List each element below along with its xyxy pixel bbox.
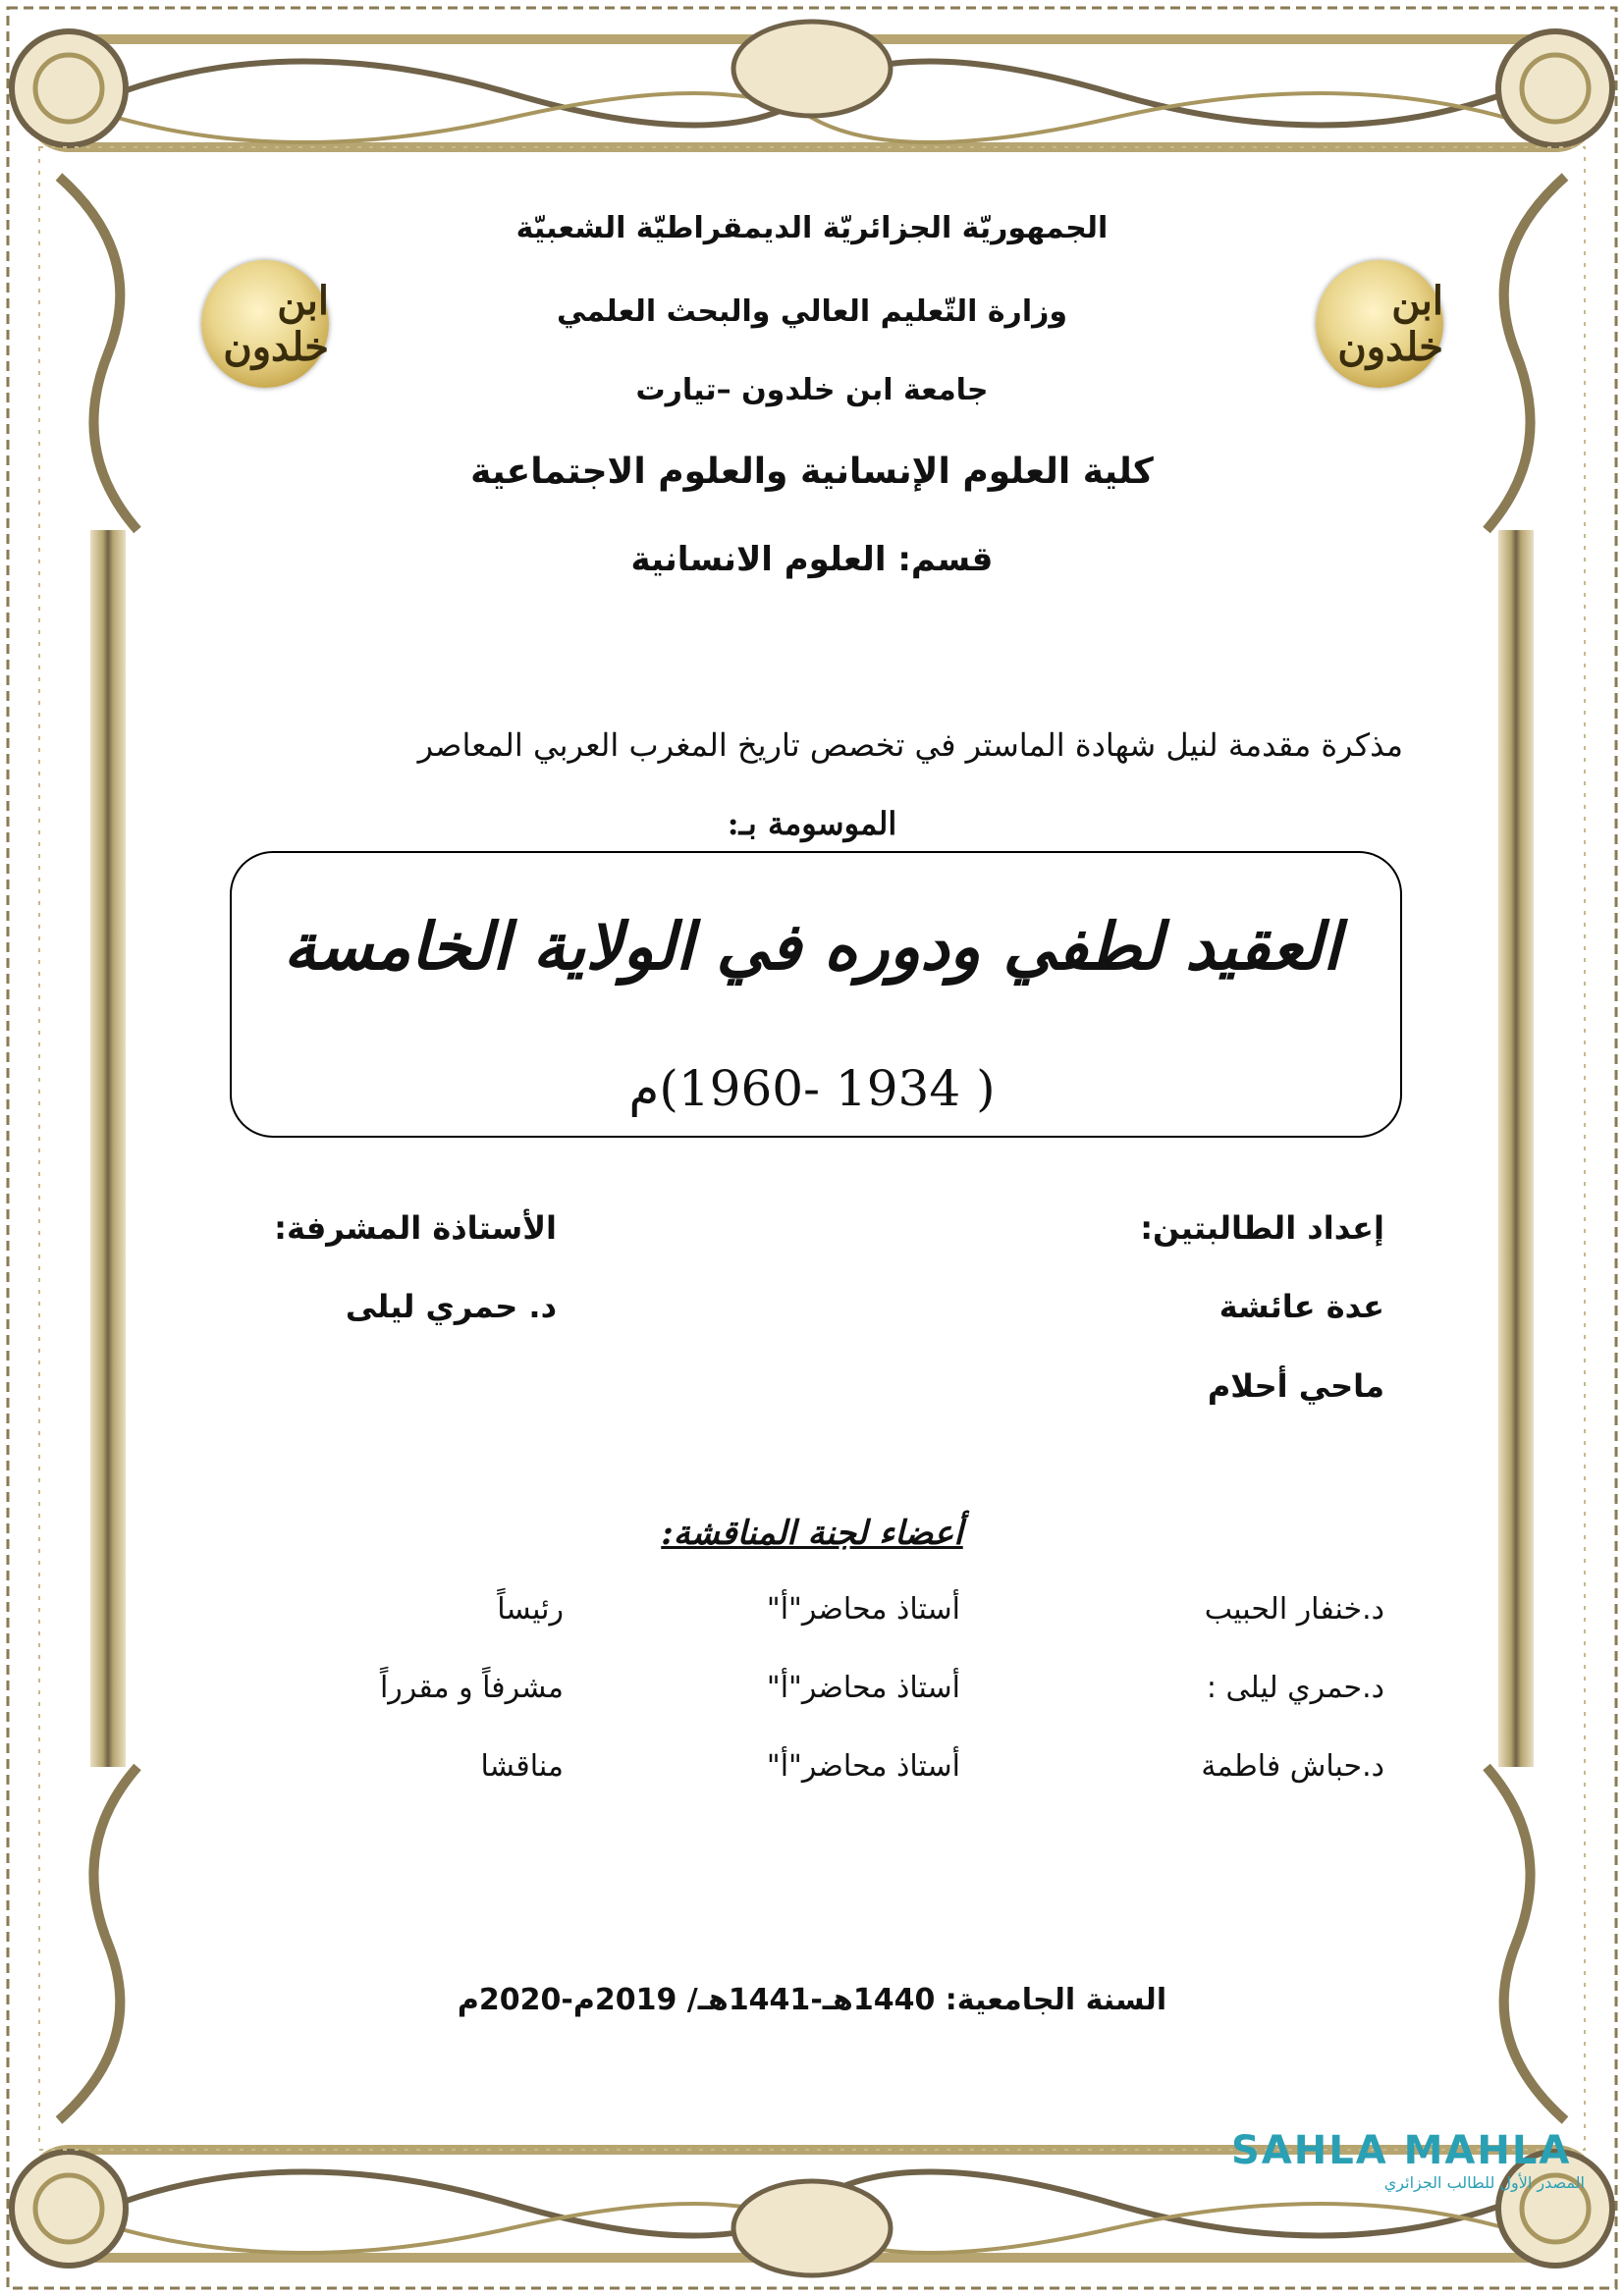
header-ministry: وزارة التّعليم العالي والبحث العلمي <box>556 294 1068 329</box>
header-department: قسم: العلوم الانسانية <box>630 540 994 579</box>
header-republic: الجمهوريّة الجزائريّة الديمقراطيّة الشعبيّة <box>515 211 1109 245</box>
header-university: جامعة ابن خلدون –تيارت <box>635 373 989 407</box>
watermark-tagline: المصدر الأول للطالب الجزائري <box>1383 2173 1585 2192</box>
committee-title: أعضاء لجنة المناقشة: <box>661 1514 963 1553</box>
seal-text: ابن خلدون <box>223 278 329 370</box>
seal-text: ابن خلدون <box>1337 278 1443 370</box>
header-faculty: كلية العلوم الإنسانية والعلوم الاجتماعية <box>470 452 1154 492</box>
students-label: إعداد الطالبتين: <box>1140 1209 1384 1247</box>
committee-member-role: مشرفاً و مقرراً <box>379 1671 564 1705</box>
supervisor-label: الأستاذة المشرفة: <box>274 1209 557 1247</box>
committee-member-role: رئيساً <box>497 1592 564 1627</box>
thesis-title: العقيد لطفي ودوره في الولاية الخامسة <box>283 908 1341 985</box>
sahla-mahla-watermark <box>1231 2128 1585 2207</box>
committee-member-name: د.خنفار الحبيب <box>1204 1592 1384 1627</box>
committee-member-name: د.حمري ليلى : <box>1206 1671 1384 1705</box>
student-name: عدة عائشة <box>1218 1288 1384 1325</box>
supervisor-name: د. حمري ليلى <box>345 1288 557 1325</box>
committee-member-rank: أستاذ محاضر"أ" <box>766 1749 960 1784</box>
committee-member-name: د.حباش فاطمة <box>1201 1749 1384 1784</box>
committee-member-rank: أستاذ محاضر"أ" <box>766 1592 960 1627</box>
committee-member-rank: أستاذ محاضر"أ" <box>766 1671 960 1705</box>
thesis-years: ( 1934 -1960)م <box>628 1060 996 1117</box>
academic-year: السنة الجامعية: 1440هـ-1441هـ/ 2019م-2020م <box>457 1983 1167 2017</box>
student-name: ماحي أحلام <box>1207 1367 1384 1405</box>
committee-member-role: مناقشا <box>480 1749 564 1784</box>
titled-label: الموسومة بـ: <box>727 805 897 842</box>
watermark-brand: SAHLA MAHLA <box>1231 2128 1572 2173</box>
thesis-intro: مذكرة مقدمة لنيل شهادة الماستر في تخصص تاريخ المغرب العربي المعاصر <box>417 726 1403 764</box>
